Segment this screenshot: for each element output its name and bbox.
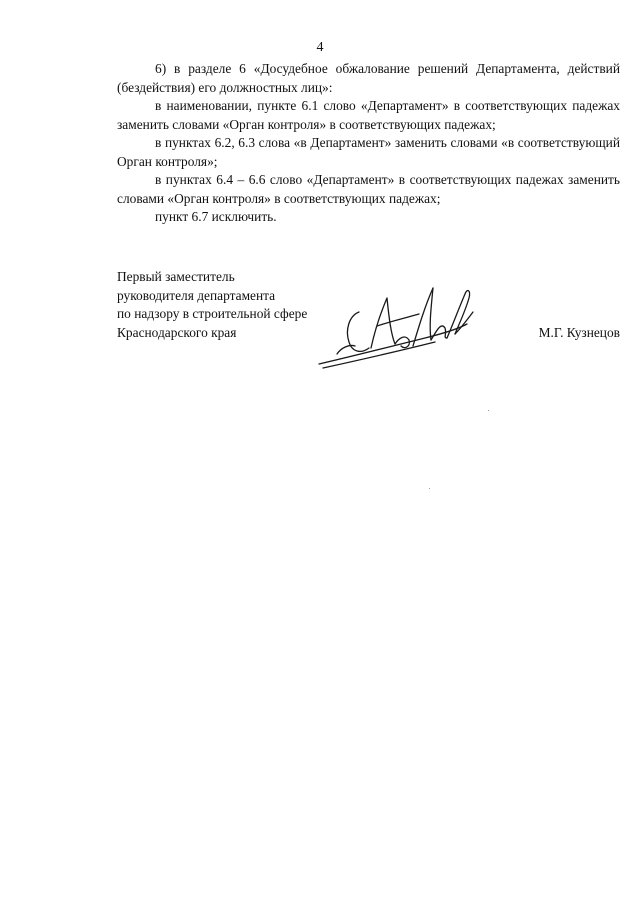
page-number: 4 bbox=[316, 40, 324, 55]
signer-position bbox=[117, 268, 307, 342]
paragraph-items-6-2-6-3: в пунктах 6.2, 6.3 слова «в Департамент» заменить словами «в соответствующий Орган контроля»; bbox=[117, 135, 620, 169]
signature-block bbox=[117, 268, 620, 388]
signer-position-line: руководителя департамента bbox=[117, 287, 276, 303]
scan-speck bbox=[488, 410, 489, 411]
paragraph-items-6-4-6-6: в пунктах 6.4 – 6.6 слово «Департамент» в соответствующих падежах заменить словами «Орган контроля» в соответствующих падежах; bbox=[117, 172, 620, 206]
scan-speck bbox=[429, 488, 430, 489]
signer-position-line: по надзору в строительной сфере bbox=[117, 306, 308, 321]
signer-position-line: Краснодарского края bbox=[117, 324, 237, 340]
paragraph-section-6: 6) в разделе 6 «Досудебное обжалование решений Департамента, действий (бездействия) его должностных лиц»: bbox=[117, 61, 620, 95]
paragraph-item-6-7: пункт 6.7 исключить. bbox=[155, 209, 277, 224]
signer-position-line: Первый заместитель bbox=[117, 269, 235, 284]
paragraph-item-6-1: в наименовании, пункте 6.1 слово «Департамент» в соответствующих падежах заменить словами «Орган контроля» в соответствующих падежах; bbox=[117, 98, 620, 132]
handwritten-signature-icon bbox=[315, 268, 475, 378]
document-body bbox=[117, 60, 620, 227]
signer-name: М.Г. Кузнецов bbox=[538, 324, 620, 340]
